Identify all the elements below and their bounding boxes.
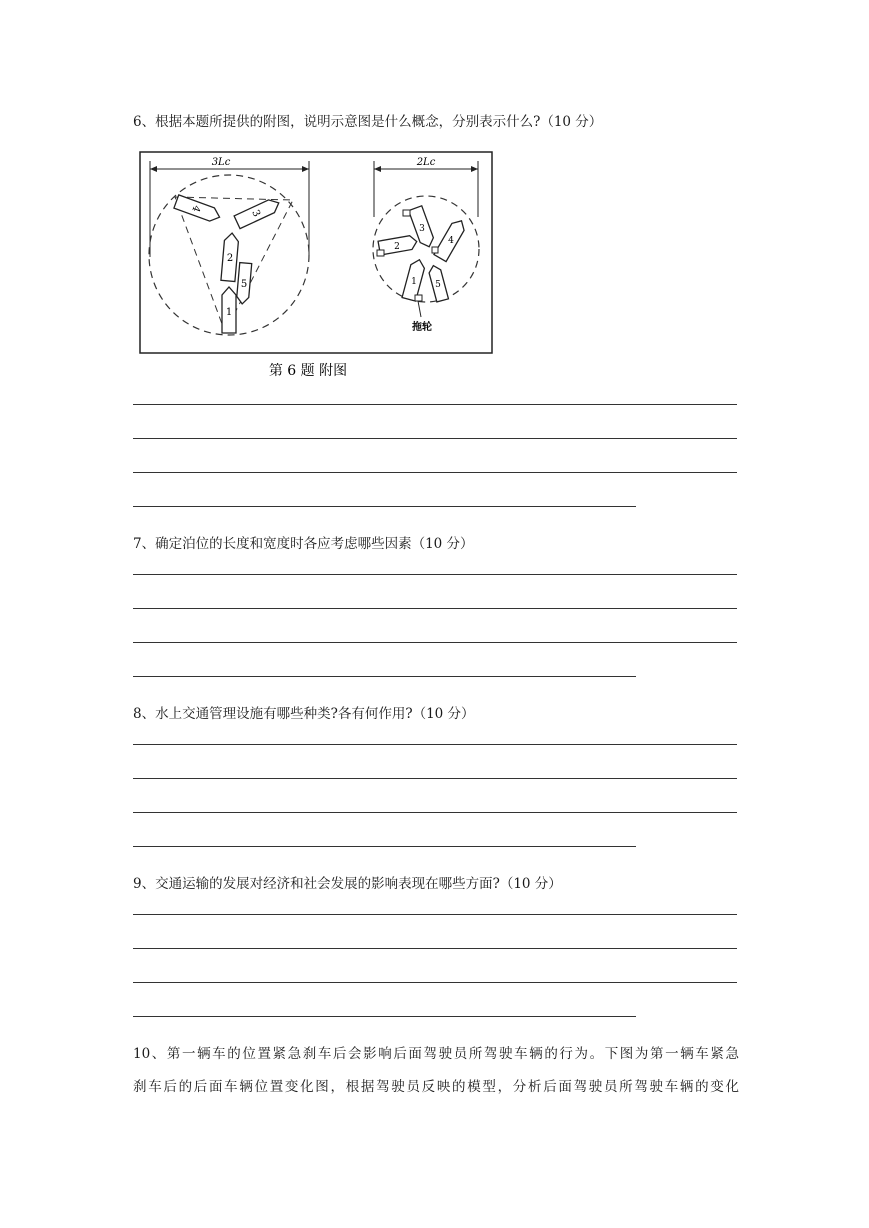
tug-pointer — [418, 301, 421, 317]
left-ship-4 — [174, 195, 222, 224]
answer-line[interactable] — [133, 744, 737, 745]
right-dim-label: 2Lc — [416, 157, 436, 168]
answer-line[interactable] — [133, 438, 737, 439]
question-6: 6、根据本题所提供的附图，说明示意图是什么概念，分别表示什么?（10 分） — [133, 114, 603, 130]
answer-line[interactable] — [133, 574, 737, 575]
question-10-line-2: 刹车后的后面车辆位置变化图，根据驾驶员反映的模型，分析后面驾驶员所驾驶车辆的变化 — [133, 1079, 739, 1095]
question-8: 8、水上交通管理设施有哪些种类?各有何作用?（10 分） — [133, 706, 475, 722]
answer-line[interactable] — [133, 506, 636, 507]
svg-text:4: 4 — [189, 203, 202, 214]
left-ship-3 — [234, 197, 282, 229]
left-ship-5 — [236, 263, 252, 305]
answer-line[interactable] — [133, 948, 737, 949]
answer-line[interactable] — [133, 982, 737, 983]
svg-text:2: 2 — [394, 242, 400, 252]
right-ship-4 — [434, 217, 468, 261]
question-9: 9、交通运输的发展对经济和社会发展的影响表现在哪些方面?（10 分） — [133, 876, 562, 892]
tug-icon — [377, 250, 384, 256]
svg-text:1: 1 — [225, 307, 233, 318]
svg-text:5: 5 — [240, 279, 248, 290]
answer-line[interactable] — [133, 676, 636, 677]
answer-line[interactable] — [133, 608, 737, 609]
tug-icon — [415, 295, 422, 301]
answer-line[interactable] — [133, 404, 737, 405]
svg-text:5: 5 — [435, 280, 441, 290]
svg-text:3: 3 — [249, 208, 262, 219]
figure-caption: 第 6 题 附图 — [268, 363, 348, 379]
answer-line[interactable] — [133, 472, 737, 473]
left-dim-label: 3Lc — [211, 157, 231, 168]
svg-text:4: 4 — [448, 236, 454, 246]
ship-turning-figure — [133, 147, 518, 382]
answer-line[interactable] — [133, 778, 737, 779]
tug-icon — [403, 210, 410, 216]
question-7: 7、确定泊位的长度和宽度时各应考虑哪些因素（10 分） — [133, 536, 474, 552]
right-ship-1 — [402, 258, 426, 301]
right-ship-5 — [428, 264, 449, 302]
left-ship-1 — [222, 287, 236, 333]
svg-text:3: 3 — [419, 224, 425, 234]
answer-line[interactable] — [133, 914, 737, 915]
answer-line[interactable] — [133, 846, 636, 847]
tug-icon — [432, 247, 438, 253]
left-ship-2 — [221, 232, 239, 281]
svg-text:1: 1 — [411, 277, 417, 287]
answer-line[interactable] — [133, 812, 737, 813]
answer-line[interactable] — [133, 642, 737, 643]
answer-line[interactable] — [133, 1016, 636, 1017]
svg-text:2: 2 — [226, 253, 234, 264]
question-10-line-1: 10、第一辆车的位置紧急刹车后会影响后面驾驶员所驾驶车辆的行为。下图为第一辆车紧急 — [133, 1046, 739, 1062]
tug-label: 拖轮 — [412, 322, 432, 333]
